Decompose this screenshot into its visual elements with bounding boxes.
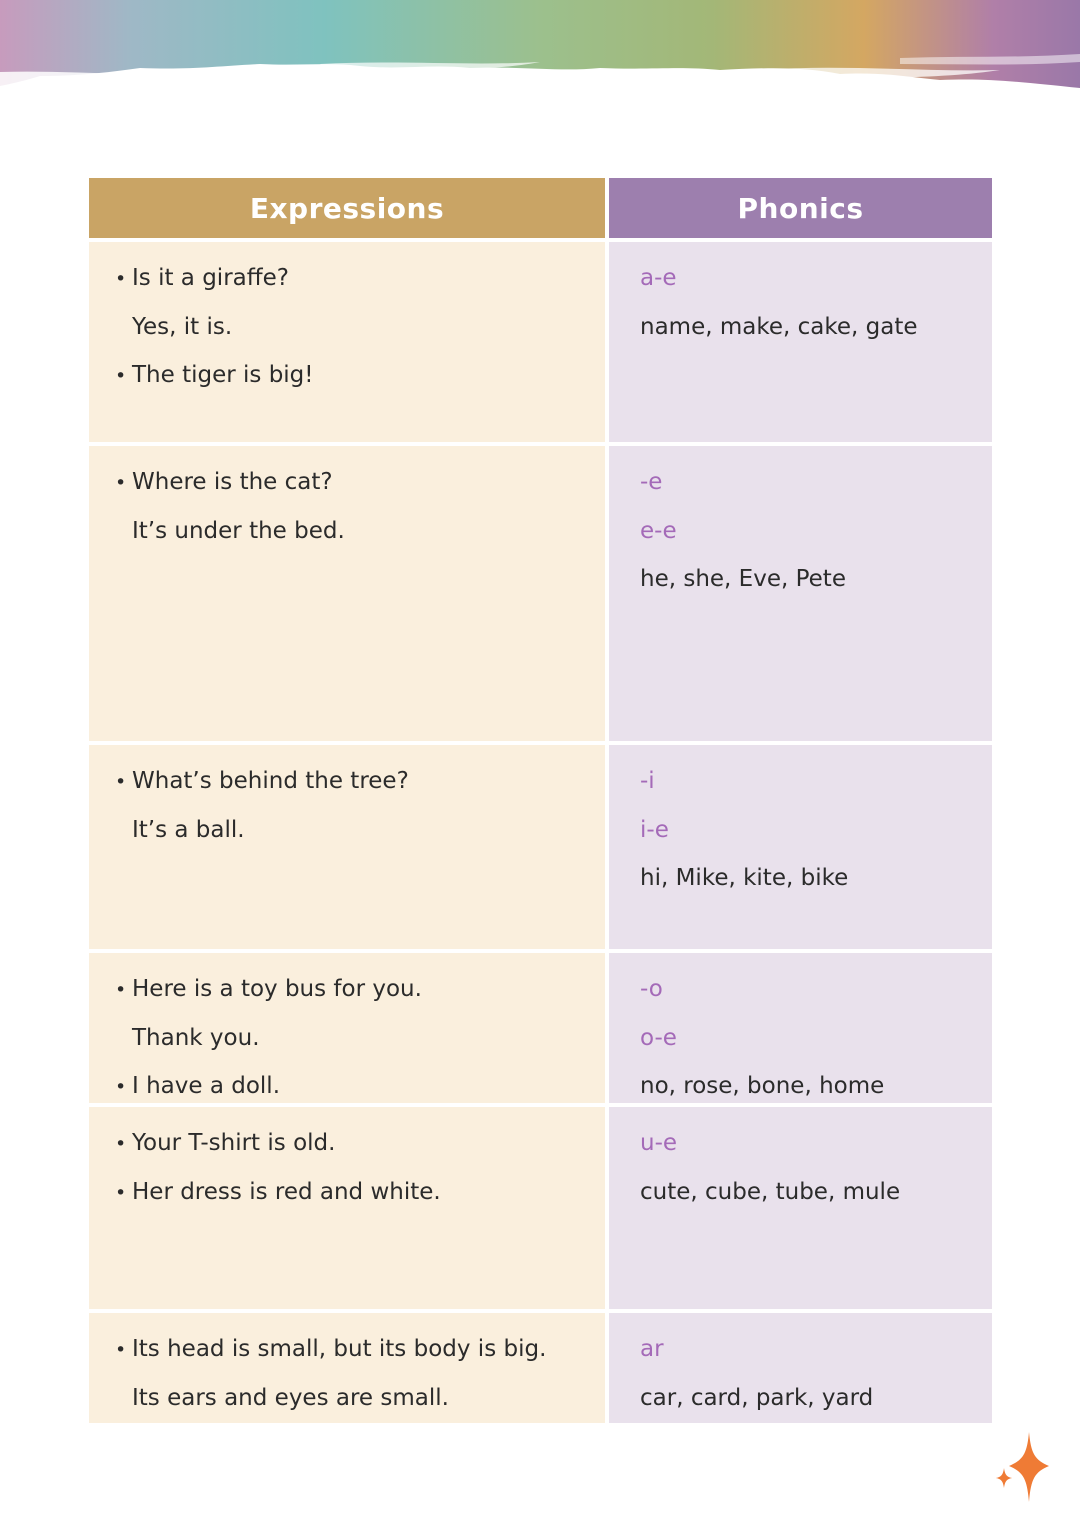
phonics-words: cute, cube, tube, mule bbox=[640, 1178, 901, 1205]
bullet-icon: • bbox=[115, 1133, 127, 1155]
expressions-phonics-table bbox=[89, 178, 992, 1423]
expression-text: Your T-shirt is old. bbox=[132, 1130, 336, 1156]
phonics-pattern: a-e bbox=[640, 265, 677, 291]
phonics-pattern: e-e bbox=[640, 517, 677, 544]
phonics-pattern: ar bbox=[640, 1336, 664, 1362]
expressions-cell bbox=[89, 953, 605, 1103]
expression-line bbox=[115, 351, 605, 400]
expression-text: Its head is small, but its body is big. bbox=[132, 1336, 547, 1362]
banner-art bbox=[0, 0, 1080, 110]
expression-line bbox=[115, 965, 605, 1014]
phonics-words: hi, Mike, kite, bike bbox=[640, 865, 849, 891]
phonics-cell bbox=[609, 242, 992, 442]
phonics-pattern: -i bbox=[640, 768, 655, 794]
expression-text: It’s under the bed. bbox=[132, 517, 345, 544]
expression-text: Is it a giraffe? bbox=[132, 265, 289, 291]
phonics-words: car, card, park, yard bbox=[640, 1384, 874, 1411]
expressions-cell bbox=[89, 446, 605, 741]
phonics-header bbox=[609, 178, 992, 238]
phonics-cell bbox=[609, 446, 992, 741]
phonics-pattern: o-e bbox=[640, 1024, 677, 1051]
phonics-pattern: -o bbox=[640, 976, 663, 1002]
bullet-icon: • bbox=[115, 1181, 127, 1204]
expression-text: Where is the cat? bbox=[132, 469, 333, 495]
expressions-header bbox=[89, 178, 605, 238]
expression-text: I have a doll. bbox=[132, 1073, 281, 1099]
expressions-header-label: Expressions bbox=[249, 191, 445, 225]
expressions-cell bbox=[89, 1107, 605, 1309]
phonics-cell bbox=[609, 1107, 992, 1309]
phonics-words: name, make, cake, gate bbox=[640, 313, 918, 340]
expression-line bbox=[115, 1119, 605, 1168]
bullet-icon: • bbox=[115, 268, 127, 290]
expression-text: The tiger is big! bbox=[132, 362, 314, 388]
phonics-words: he, she, Eve, Pete bbox=[640, 566, 846, 592]
bullet-icon: • bbox=[115, 979, 127, 1001]
expression-text: Yes, it is. bbox=[132, 313, 233, 340]
phonics-words: no, rose, bone, home bbox=[640, 1073, 885, 1099]
watercolor-banner bbox=[0, 0, 1080, 110]
expression-line bbox=[115, 507, 605, 556]
expression-text: Thank you. bbox=[132, 1024, 260, 1051]
bullet-icon: • bbox=[115, 771, 127, 793]
expressions-cell bbox=[89, 745, 605, 949]
bullet-icon: • bbox=[115, 472, 127, 494]
expression-text: Here is a toy bus for you. bbox=[132, 976, 422, 1002]
phonics-pattern: -e bbox=[640, 469, 663, 495]
expression-line bbox=[115, 1325, 605, 1374]
expression-line bbox=[115, 1374, 605, 1423]
expressions-cell bbox=[89, 242, 605, 442]
phonics-cell bbox=[609, 1313, 992, 1423]
expression-line bbox=[115, 458, 605, 507]
phonics-cell bbox=[609, 745, 992, 949]
phonics-header-label: Phonics bbox=[737, 191, 864, 225]
expression-line bbox=[115, 1168, 605, 1217]
bullet-icon: • bbox=[115, 1339, 127, 1361]
phonics-pattern: u-e bbox=[640, 1130, 678, 1156]
expression-line bbox=[115, 806, 605, 855]
bullet-icon: • bbox=[115, 1076, 127, 1098]
expression-line bbox=[115, 1014, 605, 1063]
expression-line bbox=[115, 757, 605, 806]
expressions-cell bbox=[89, 1313, 605, 1423]
expression-line bbox=[115, 303, 605, 352]
phonics-cell bbox=[609, 953, 992, 1103]
bullet-icon: • bbox=[115, 365, 127, 387]
phonics-pattern: i-e bbox=[640, 816, 669, 843]
expression-line bbox=[115, 254, 605, 303]
expression-text: It’s a ball. bbox=[132, 816, 245, 843]
expression-text: Her dress is red and white. bbox=[132, 1178, 441, 1205]
expression-text: Its ears and eyes are small. bbox=[132, 1384, 449, 1411]
sparkle-star-icon bbox=[995, 1432, 1051, 1502]
expression-line bbox=[115, 1062, 605, 1111]
expression-text: What’s behind the tree? bbox=[132, 768, 409, 794]
